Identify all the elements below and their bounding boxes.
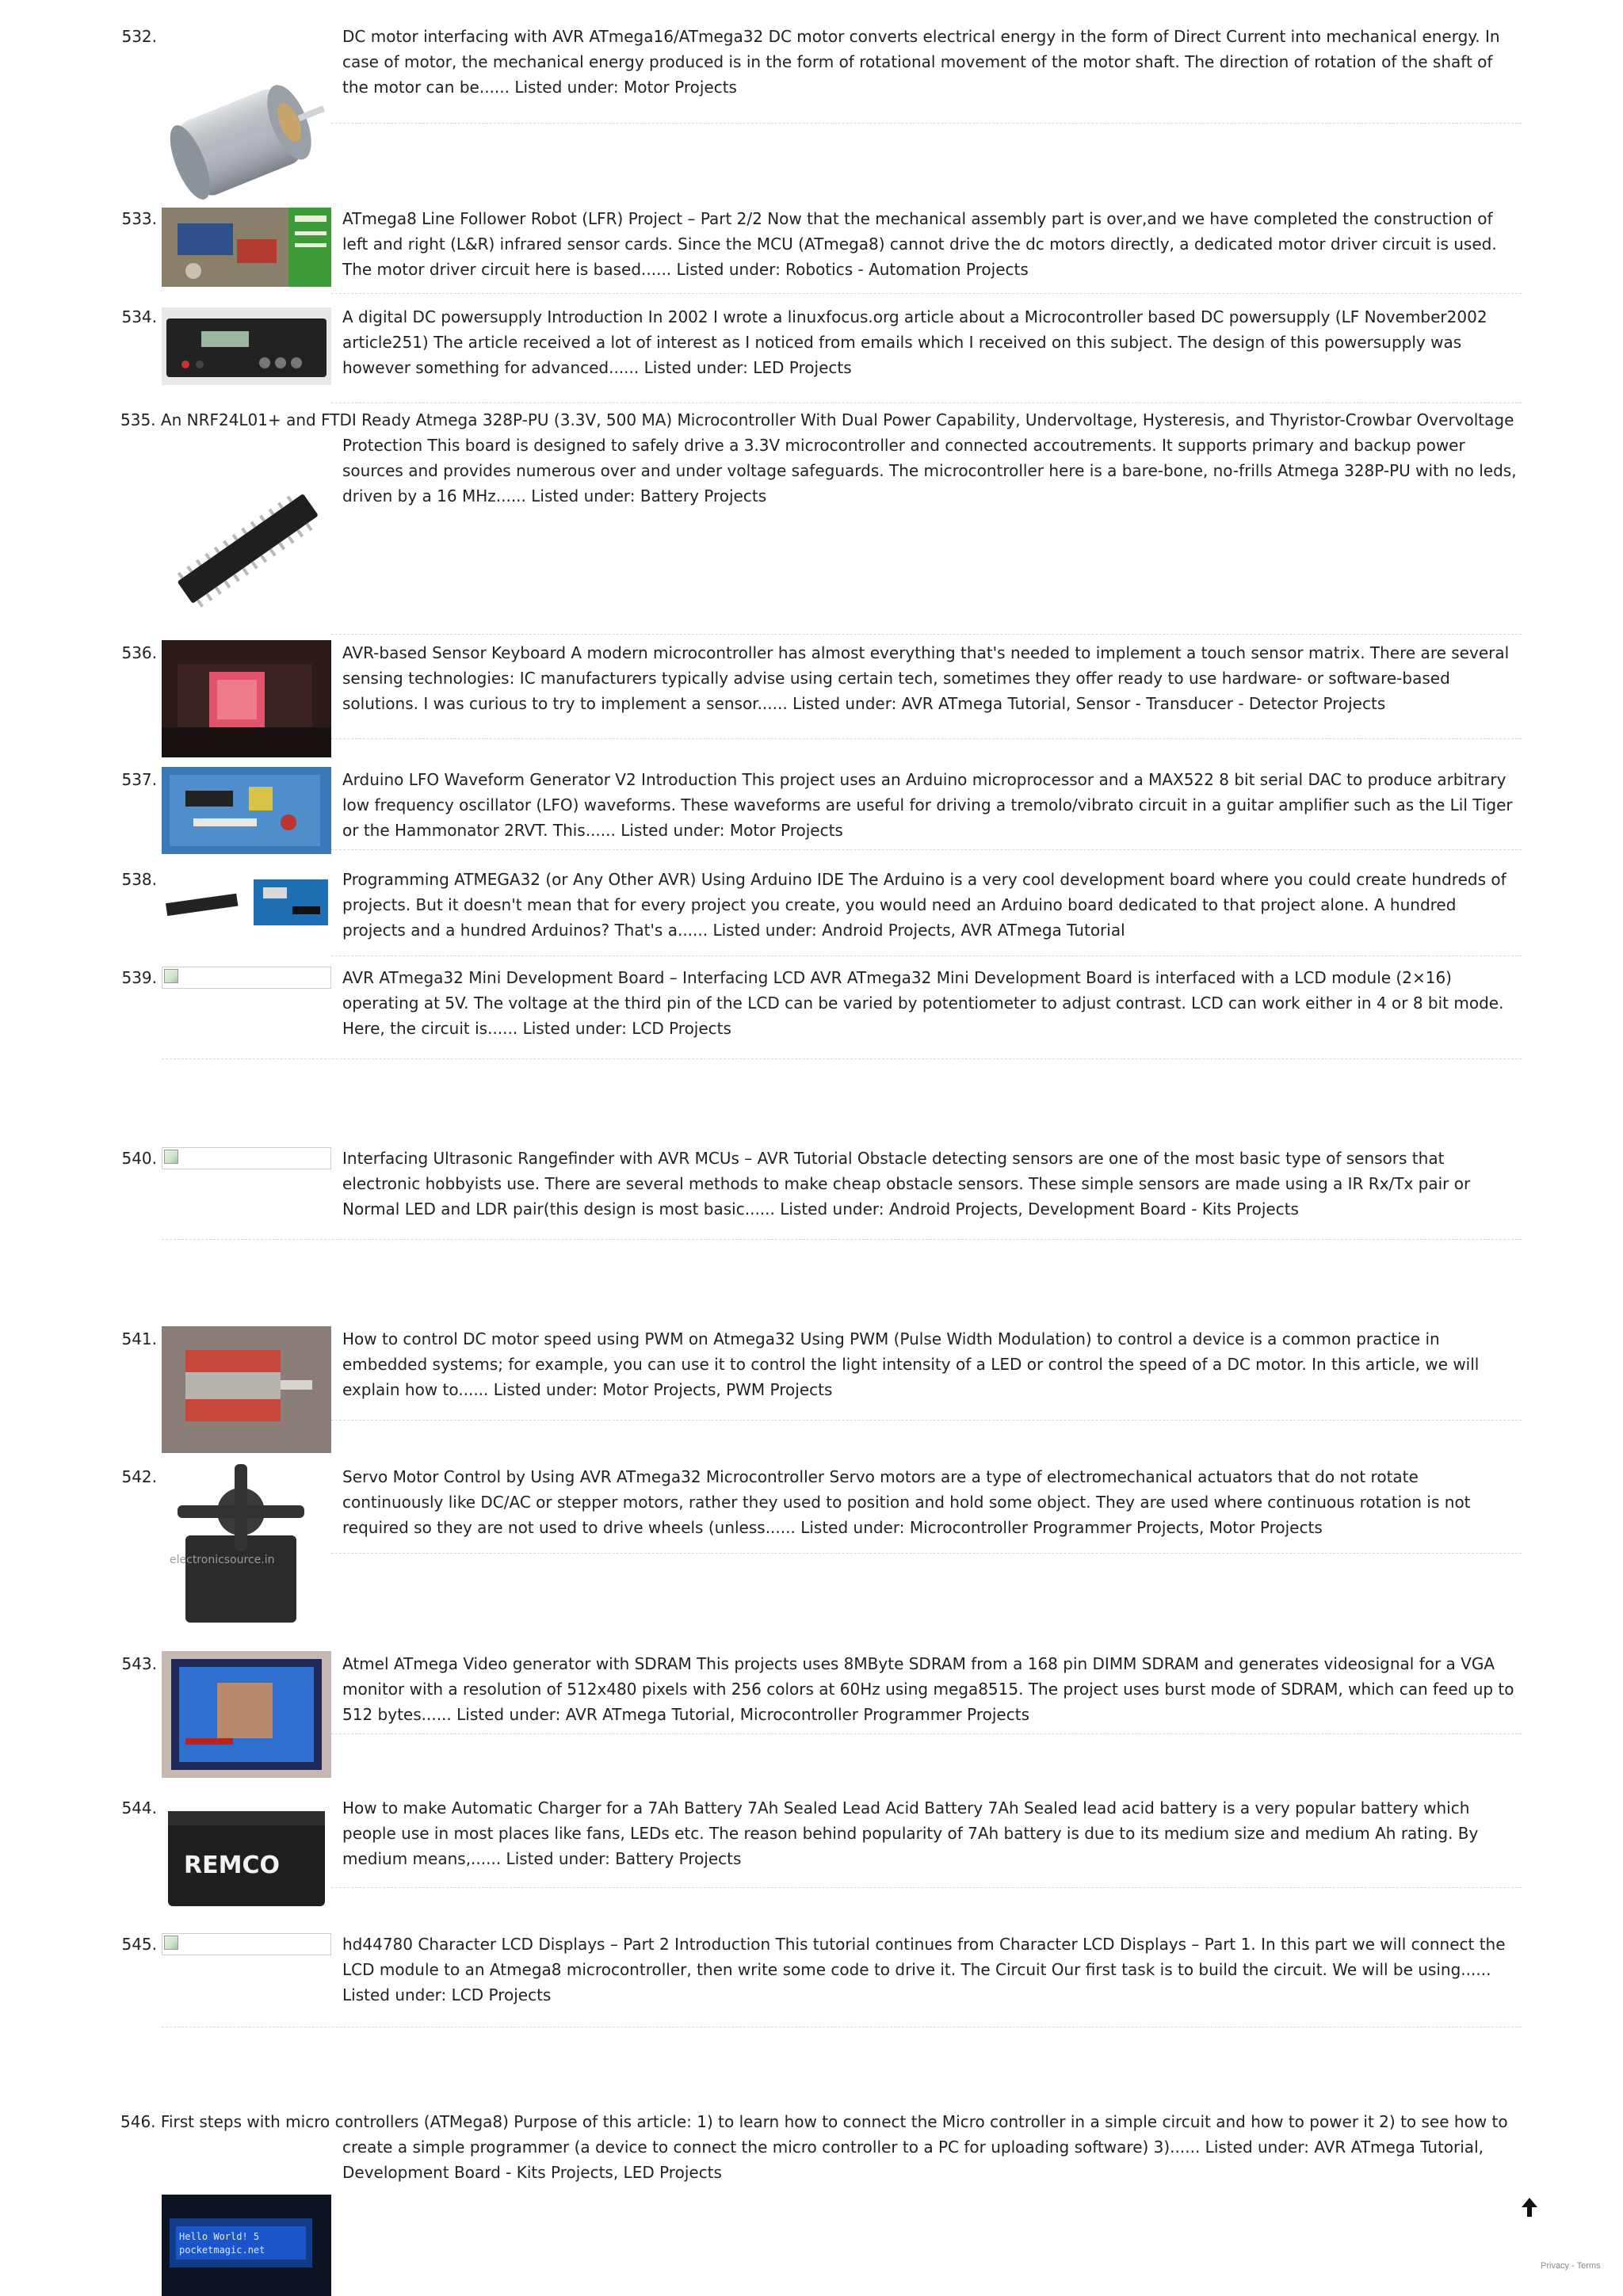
broken-image-icon (164, 1150, 178, 1164)
broken-image-icon (164, 1936, 178, 1950)
item-description[interactable]: Servo Motor Control by Using AVR ATmega32 Microcontroller Servo motors are a type of electromechanical actuators that do not rotate continuously like DC/AC or stepper motors, rather they used to position and hold some object. They are used where continuous rotation is not required so they are not used to drive wheels (unless...... Listed under: Microcontroller Programmer Projects, Motor Projects (342, 1467, 1471, 1537)
divider (331, 123, 1522, 124)
item-number: 537. (121, 770, 157, 789)
divider (331, 738, 1522, 739)
item-number: 539. (121, 968, 157, 987)
item-description[interactable]: AVR-based Sensor Keyboard A modern microcontroller has almost everything that's needed to implement a touch sensor matrix. There are several sensing technologies: IC manufacturers typically advise using certain tech, sometimes they offer ready to use hardware- or software-based solutions. I was curious to try to implement a sensor...... Listed under: AVR ATmega Tutorial, Sensor - Transducer - Detector Projects (342, 643, 1510, 713)
item-number: 545. (121, 1935, 157, 1954)
item-description[interactable]: How to control DC motor speed using PWM on Atmega32 Using PWM (Pulse Width Modulation) to control a device is a common practice in embedded systems; for example, you can use it to control the light intensity of a LED or control the speed of a DC motor. In this article, we will explain how to...... Listed under: Motor Projects, PWM Projects (342, 1329, 1480, 1399)
divider (162, 1239, 1522, 1240)
divider (331, 1887, 1522, 1888)
divider (331, 1733, 1522, 1734)
thumb-sensor-keyboard[interactable] (162, 640, 331, 757)
broken-image-placeholder[interactable] (162, 967, 331, 989)
lcd-line-2: pocketmagic.net (179, 2245, 265, 2256)
divider (162, 1058, 1522, 1059)
thumb-lcd-atmega8[interactable] (162, 2195, 331, 2296)
item-description[interactable]: AVR ATmega32 Mini Development Board – Interfacing LCD AVR ATmega32 Mini Development Board is interfaced with a LCD module (2×16) operating at 5V. The voltage at the third pin of the LCD can be varied by potentiometer to adjust contrast. LCD can work either in 4 or 8 bit mode. Here, the circuit is...... Listed under: LCD Projects (342, 968, 1504, 1038)
item-number: 532. (121, 27, 157, 46)
item-title-lead: First steps with micro controllers (ATMega8) Purpose of this article: 1) to learn how to connect the Micro controller in a simple circuit and how to power it 2) to see how to (160, 2112, 1508, 2131)
lcd-line-1: Hello World! 5 (179, 2231, 260, 2242)
item-description[interactable]: Interfacing Ultrasonic Rangefinder with AVR MCUs – AVR Tutorial Obstacle detecting sensors are one of the most basic type of sensors that electronic hobbyists use. There are several methods to make cheap obstacle sensors. These simple sensors are made using a IR Rx/Tx pair or Normal LED and LDR pair(this design is most basic...... Listed under: Android Projects, Development Board - Kits Projects (342, 1149, 1471, 1219)
item-number: 540. (121, 1149, 157, 1168)
broken-image-placeholder[interactable] (162, 1933, 331, 1955)
thumb-pwm-motor[interactable] (162, 1326, 331, 1453)
item-number: 534. (121, 307, 157, 326)
broken-image-placeholder[interactable] (162, 1147, 331, 1169)
item-description[interactable]: DC motor interfacing with AVR ATmega16/ATmega32 DC motor converts electrical energy in the form of Direct Current into mechanical energy. In case of motor, the mechanical energy produced is in the form of rotational movement of the motor shaft. The direction of rotation of the shaft of the motor can be...... Listed under: Motor Projects (342, 27, 1500, 97)
thumb-video-generator[interactable] (162, 1651, 331, 1778)
divider (331, 634, 1522, 635)
divider (331, 1420, 1522, 1421)
divider (331, 849, 1522, 850)
item-number: 544. (121, 1798, 157, 1817)
item-title-cont: create a simple programmer (a device to connect the micro controller to a PC for uploading software) 3)...... Listed under: AVR ATmega Tutorial, Development Board - Kits Projects, LED Projects (342, 2138, 1484, 2182)
item-number: 536. (121, 643, 157, 662)
thumb-line-follower[interactable] (162, 208, 331, 287)
divider (331, 293, 1522, 294)
item-number: 538. (121, 870, 157, 889)
thumb-powersupply[interactable] (162, 307, 331, 385)
item-description[interactable]: Arduino LFO Waveform Generator V2 Introduction This project uses an Arduino microprocessor and a MAX522 8 bit serial DAC to produce arbitrary low frequency oscillator (LFO) waveforms. These waveforms are useful for driving a tremolo/vibrato circuit in a guitar amplifier such as the Lil Tiger or the Hammonator 2RVT. This...... Listed under: Motor Projects (342, 770, 1513, 840)
thumb-lfo-generator[interactable] (162, 767, 331, 854)
thumb-servo-motor[interactable] (162, 1464, 331, 1632)
item-number: 535. (120, 410, 156, 429)
item-title-lead: An NRF24L01+ and FTDI Ready Atmega 328P-PU (3.3V, 500 MA) Microcontroller With Dual Power Capability, Undervoltage, Hysteresis, and Thyristor-Crowbar Overvoltage (160, 410, 1514, 429)
battery-brand: REMCO (184, 1852, 280, 1879)
divider (331, 955, 1522, 956)
item-description[interactable]: A digital DC powersupply Introduction In 2002 I wrote a linuxfocus.org article about a Microcontroller based DC powersupply (LF November2002 article251) The article received a lot of interest as I noticed from emails which I received on this subject. The design of this powersupply was however something for advanced...... Listed under: LED Projects (342, 307, 1487, 377)
item-description[interactable]: hd44780 Character LCD Displays – Part 2 Introduction This tutorial continues from Character LCD Displays – Part 1. In this part we will connect the LCD module to an Atmega8 microcontroller, then write some code to drive it. The Circuit Our first task is to build the circuit. We will be using...... Listed under: LCD Projects (342, 1935, 1506, 2004)
item-number: 543. (121, 1654, 157, 1673)
divider (331, 402, 1522, 403)
divider (331, 1553, 1522, 1554)
item-title-cont: Protection This board is designed to safely drive a 3.3V microcontroller and connected accoutrements. It supports primary and backup power sources and provides numerous over and under voltage safeguards. The microcontroller here is a bare-bone, no-frills Atmega 328P-PU with no leds, driven by a 16 MHz...... Listed under: Battery Projects (342, 436, 1517, 505)
thumb-dc-motor[interactable] (162, 55, 331, 222)
thumb-atmega32-arduino[interactable] (162, 875, 331, 930)
item-description[interactable]: Programming ATMEGA32 (or Any Other AVR) Using Arduino IDE The Arduino is a very cool development board where you could create hundreds of projects. But it doesn't mean that for every project you create, you would need an Arduino board dedicated to that project alone. A hundred projects and a hundred Arduinos? That's a...... Listed under: Android Projects, AVR ATmega Tutorial (342, 870, 1507, 940)
item-number: 542. (121, 1467, 157, 1486)
thumb-7ah-battery[interactable] (162, 1795, 331, 1914)
item-description[interactable]: ATmega8 Line Follower Robot (LFR) Project – Part 2/2 Now that the mechanical assembly part is over,and we have completed the construction of left and right (L&R) infrared sensor cards. Since the MCU (ATmega8) cannot drive the dc motors directly, a dedicated motor driver circuit is used. The motor driver circuit here is based...... Listed under: Robotics - Automation Projects (342, 209, 1497, 279)
servo-watermark: electronicsource.in (170, 1554, 275, 1566)
item-number: 533. (121, 209, 157, 228)
item-number: 541. (121, 1329, 157, 1348)
broken-image-icon (164, 969, 178, 983)
item-number: 546. (120, 2112, 156, 2131)
arrow-up-icon (1520, 2196, 1539, 2218)
back-to-top-button[interactable] (1520, 2196, 1539, 2218)
recaptcha-privacy-terms[interactable]: Privacy - Terms (1541, 2261, 1601, 2271)
item-description[interactable]: Atmel ATmega Video generator with SDRAM This projects uses 8MByte SDRAM from a 168 pin DIMM SDRAM and generates videosignal for a VGA monitor with a resolution of 512x480 pixels with 256 colors at 60Hz using mega8515. The project uses burst mode of SDRAM, which can feed up to 512 bytes...... Listed under: AVR ATmega Tutorial, Microcontroller Programmer Projects (342, 1654, 1514, 1724)
item-description[interactable]: How to make Automatic Charger for a 7Ah Battery 7Ah Sealed Lead Acid Battery 7Ah Sealed lead acid battery is a very popular battery which people use in most places like fans, LEDs etc. The reason behind popularity of 7Ah battery is due to its medium size and medium Ah rating. By medium means,...... Listed under: Battery Projects (342, 1798, 1479, 1868)
thumb-atmega-chip[interactable] (162, 467, 331, 626)
item-description[interactable] (120, 2109, 1523, 2185)
